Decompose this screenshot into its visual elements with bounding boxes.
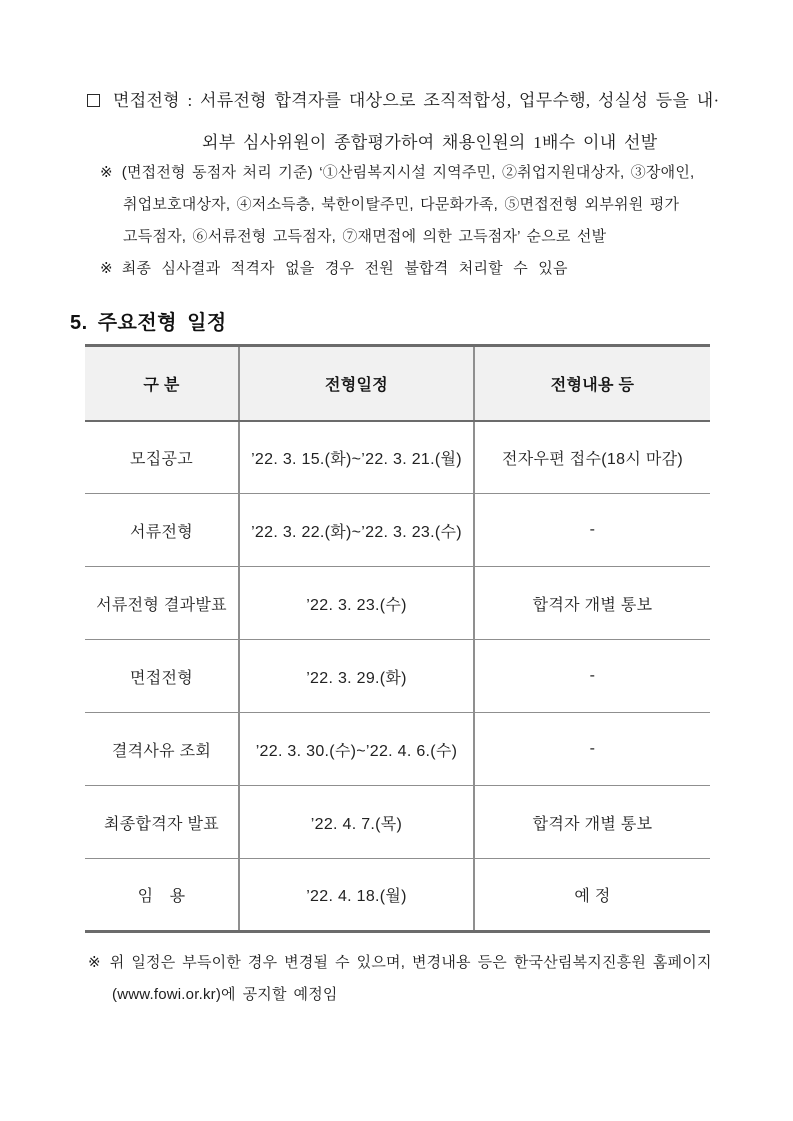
schedule-change-note-text: 위 일정은 부득이한 경우 변경될 수 있으며, 변경내용 등은 한국산림복지진흥원 홈페이지 [109, 954, 712, 971]
disqualify-note-text: 최종 심사결과 적격자 없을 경우 전원 불합격 처리할 수 있음 [121, 260, 568, 277]
cell-schedule: ’22. 3. 22.(화)~’22. 3. 23.(수) [239, 494, 474, 567]
cell-content: - [474, 640, 710, 713]
cell-content: - [474, 494, 710, 567]
reference-mark-icon: ※ [100, 164, 113, 181]
tiebreaker-note-line2: 취업보호대상자, ④저소득층, 북한이탈주민, 다문화가족, ⑤면접전형 외부위원 평가 [123, 196, 680, 213]
col-header-schedule: 전형일정 [239, 346, 474, 421]
tiebreaker-note-line1 [100, 161, 694, 182]
section-title: 5. 주요전형 일정 [70, 312, 227, 334]
cell-category: 모집공고 [85, 421, 239, 494]
cell-category: 결격사유 조회 [85, 713, 239, 786]
table-row [85, 494, 710, 567]
schedule-change-note-line1 [88, 951, 712, 972]
table-row [85, 786, 710, 859]
table-row [85, 421, 710, 494]
disqualify-note-line [100, 257, 568, 278]
table-row [85, 640, 710, 713]
table-row [85, 859, 710, 932]
schedule-table [85, 344, 710, 933]
cell-schedule: ’22. 4. 7.(목) [239, 786, 474, 859]
cell-category: 최종합격자 발표 [85, 786, 239, 859]
table-row [85, 713, 710, 786]
reference-mark-icon: ※ [88, 954, 101, 971]
cell-category: 서류전형 결과발표 [85, 567, 239, 640]
cell-category: 면접전형 [85, 640, 239, 713]
square-bullet-icon [87, 94, 100, 107]
cell-content: 예 정 [474, 859, 710, 932]
col-header-category: 구 분 [85, 346, 239, 421]
cell-schedule: ’22. 3. 29.(화) [239, 640, 474, 713]
tiebreaker-note-text1: (면접전형 동점자 처리 기준) ‘①산림복지시설 지역주민, ②취업지원대상자, ③장애인, [121, 164, 695, 181]
cell-content: - [474, 713, 710, 786]
col-header-content: 전형내용 등 [474, 346, 710, 421]
schedule-table-wrapper [85, 344, 710, 933]
table-row [85, 567, 710, 640]
cell-schedule: ’22. 3. 23.(수) [239, 567, 474, 640]
cell-schedule: ’22. 3. 15.(화)~’22. 3. 21.(월) [239, 421, 474, 494]
interview-paragraph-line1 [87, 89, 719, 113]
cell-schedule: ’22. 4. 18.(월) [239, 859, 474, 932]
interview-paragraph-line2: 외부 심사위원이 종합평가하여 채용인원의 1배수 이내 선발 [202, 133, 658, 152]
schedule-change-note-line2: (www.fowi.or.kr)에 공지할 예정임 [112, 986, 338, 1003]
header-row [85, 346, 710, 421]
interview-paragraph-text: 면접전형 : 서류전형 합격자를 대상으로 조직적합성, 업무수행, 성실성 등을 내· [113, 91, 720, 110]
cell-category: 서류전형 [85, 494, 239, 567]
cell-content: 전자우편 접수(18시 마감) [474, 421, 710, 494]
cell-content: 합격자 개별 통보 [474, 786, 710, 859]
cell-category: 임 용 [85, 859, 239, 932]
cell-schedule: ’22. 3. 30.(수)~’22. 4. 6.(수) [239, 713, 474, 786]
cell-content: 합격자 개별 통보 [474, 567, 710, 640]
reference-mark-icon: ※ [100, 260, 113, 277]
tiebreaker-note-line3: 고득점자, ⑥서류전형 고득점자, ⑦재면접에 의한 고득점자’ 순으로 선발 [123, 228, 607, 245]
